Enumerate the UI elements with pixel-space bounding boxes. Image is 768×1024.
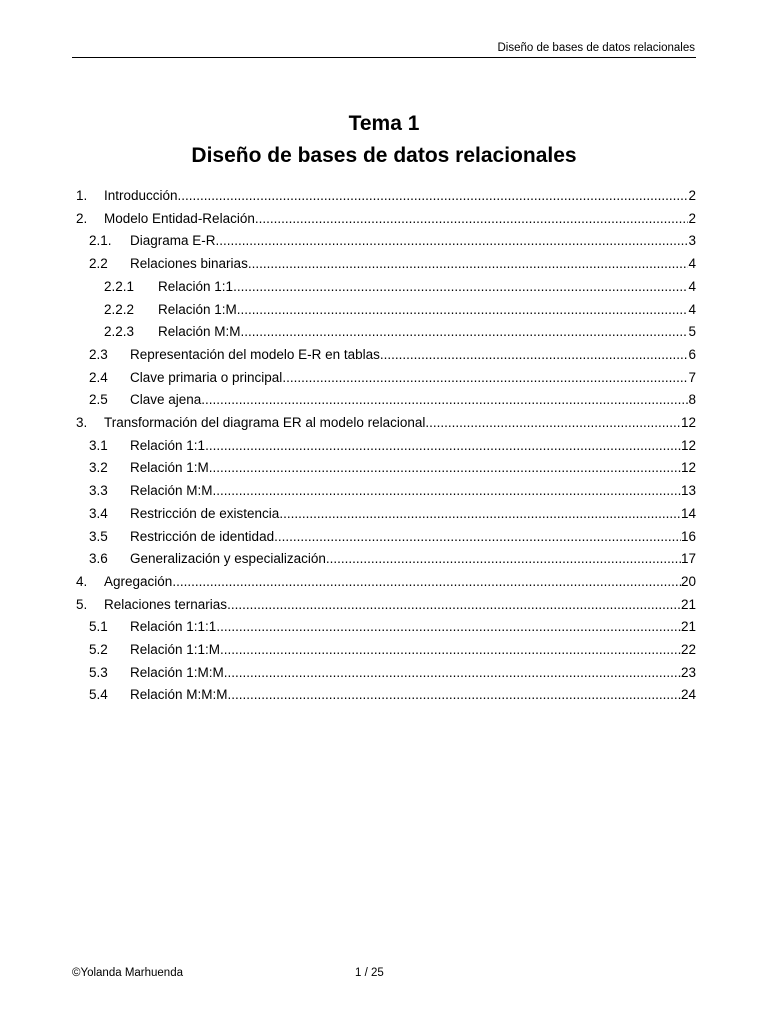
toc-entry-number: 2.4 xyxy=(89,369,108,385)
toc-entry-number: 2.2.2 xyxy=(104,301,135,317)
toc-dot-leader xyxy=(213,480,681,503)
toc-entry-title: Generalización y especialización xyxy=(130,551,326,567)
toc-entry-page: 5 xyxy=(688,324,696,340)
toc-entry[interactable] xyxy=(89,253,696,276)
toc-dot-leader xyxy=(274,526,681,549)
toc-dot-leader xyxy=(216,230,689,253)
toc-entry-title: Relación 1:1 xyxy=(158,278,234,294)
toc-entry-number: 3.4 xyxy=(89,505,108,521)
toc-entry-number: 5.2 xyxy=(89,642,108,657)
toc-entry[interactable] xyxy=(104,299,696,322)
toc-entry-page: 20 xyxy=(680,573,696,589)
toc-dot-leader xyxy=(178,185,689,208)
toc-entry[interactable] xyxy=(104,276,696,299)
toc-entry-title: Relación M:M xyxy=(158,324,241,340)
toc-dot-leader xyxy=(224,662,681,685)
toc-dot-leader xyxy=(172,571,681,594)
toc-dot-leader xyxy=(282,367,688,390)
toc-entry-page: 12 xyxy=(680,415,696,430)
toc-entry[interactable] xyxy=(89,616,696,639)
toc-entry-number: 2.3 xyxy=(89,346,108,362)
toc-entry-page: 13 xyxy=(680,483,696,499)
toc-entry-number: 3.3 xyxy=(89,483,108,499)
toc-entry[interactable] xyxy=(76,571,696,594)
toc-entry[interactable] xyxy=(104,321,696,344)
toc-entry[interactable] xyxy=(89,639,696,662)
toc-entry-title: Relaciones ternarias xyxy=(104,596,228,612)
toc-entry-number: 3.2 xyxy=(89,460,108,476)
toc-entry-page: 2 xyxy=(688,188,696,203)
toc-entry[interactable] xyxy=(89,526,696,549)
header-rule xyxy=(72,57,696,58)
toc-entry-page: 12 xyxy=(680,437,696,453)
toc-entry-title: Relación 1:M:M xyxy=(130,664,224,680)
toc-entry-page: 8 xyxy=(688,392,696,408)
toc-entry-number: 5.3 xyxy=(89,664,108,680)
toc-entry[interactable] xyxy=(89,503,696,526)
toc-entry-page: 2 xyxy=(688,210,696,226)
toc-entry-title: Relación M:M xyxy=(130,483,213,499)
toc-dot-leader xyxy=(233,276,688,299)
toc-entry[interactable] xyxy=(89,389,696,412)
toc-entry-page: 4 xyxy=(688,256,696,272)
toc-entry-title: Relación 1:M xyxy=(130,460,209,476)
toc-entry-page: 21 xyxy=(680,619,696,635)
toc-entry-page: 7 xyxy=(688,369,696,385)
toc-entry-title: Representación del modelo E-R en tablas xyxy=(130,346,380,362)
toc-entry-number: 2.2.1 xyxy=(104,278,135,294)
toc-entry-title: Restricción de identidad xyxy=(130,528,275,544)
toc-entry-number: 2.2.3 xyxy=(104,324,135,340)
toc-entry[interactable] xyxy=(89,480,696,503)
toc-entry-page: 14 xyxy=(680,505,696,521)
toc-dot-leader xyxy=(380,344,689,367)
toc-entry-title: Clave primaria o principal xyxy=(130,369,283,385)
toc-entry-number: 3.1 xyxy=(89,437,108,453)
toc-entry-page: 21 xyxy=(680,596,696,612)
toc-dot-leader xyxy=(201,389,688,412)
toc-entry[interactable] xyxy=(76,594,696,617)
toc-dot-leader xyxy=(205,435,681,458)
toc-dot-leader xyxy=(425,412,681,435)
toc-entry-number: 2. xyxy=(76,210,88,226)
toc-entry-number: 1. xyxy=(76,188,88,203)
toc-entry[interactable] xyxy=(89,457,696,480)
toc-entry-title: Relación M:M:M xyxy=(130,687,228,703)
running-header: Diseño de bases de datos relacionales xyxy=(497,42,695,54)
toc-entry-title: Transformación del diagrama ER al modelo relacional xyxy=(104,415,426,430)
footer-page-number: 1 / 25 xyxy=(355,967,384,979)
toc-entry[interactable] xyxy=(89,367,696,390)
toc-entry-page: 12 xyxy=(680,460,696,476)
toc-entry-title: Relación 1:1:M xyxy=(130,642,221,657)
toc-entry-number: 5.1 xyxy=(89,619,108,635)
toc-entry-page: 16 xyxy=(680,528,696,544)
toc-entry-title: Relación 1:1 xyxy=(130,437,206,453)
toc-entry-number: 2.2 xyxy=(89,256,108,272)
toc-entry-title: Restricción de existencia xyxy=(130,505,280,521)
toc-dot-leader xyxy=(237,299,689,322)
toc-entry-number: 2.5 xyxy=(89,392,108,408)
toc-entry[interactable] xyxy=(89,684,696,707)
toc-dot-leader xyxy=(216,616,681,639)
toc-entry-title: Introducción xyxy=(104,188,178,203)
toc-entry-number: 4. xyxy=(76,573,88,589)
footer-author: ©Yolanda Marhuenda xyxy=(72,967,183,979)
toc-entry-page: 24 xyxy=(680,687,696,703)
toc-entry-title: Relación 1:M xyxy=(158,301,237,317)
toc-entry-title: Diagrama E-R xyxy=(130,233,216,249)
toc-dot-leader xyxy=(326,548,681,571)
toc-entry-number: 3.6 xyxy=(89,551,108,567)
toc-entry[interactable] xyxy=(76,412,696,435)
toc-entry-page: 6 xyxy=(688,346,696,362)
toc-entry[interactable] xyxy=(89,548,696,571)
toc-entry-page: 22 xyxy=(680,642,696,657)
toc-entry-number: 5.4 xyxy=(89,687,108,703)
toc-dot-leader xyxy=(255,208,689,231)
toc-entry-title: Agregación xyxy=(104,573,173,589)
toc-dot-leader xyxy=(227,594,681,617)
toc-entry-page: 4 xyxy=(688,301,696,317)
toc-entry[interactable] xyxy=(76,208,696,231)
toc-dot-leader xyxy=(279,503,681,526)
toc-entry[interactable] xyxy=(89,344,696,367)
toc-entry-title: Relaciones binarias xyxy=(130,256,248,272)
toc-entry-title: Relación 1:1:1 xyxy=(130,619,217,635)
toc-entry[interactable] xyxy=(89,662,696,685)
toc-dot-leader xyxy=(241,321,689,344)
toc-entry-number: 3. xyxy=(76,415,88,430)
toc-entry[interactable] xyxy=(89,435,696,458)
toc-dot-leader xyxy=(209,457,681,480)
toc-entry-page: 23 xyxy=(680,664,696,680)
toc-entry-page: 4 xyxy=(688,278,696,294)
toc-entry-number: 2.1. xyxy=(89,233,112,249)
toc-entry[interactable] xyxy=(76,185,696,208)
document-title-line-2: Diseño de bases de datos relacionales xyxy=(191,144,577,167)
document-title-line-1: Tema 1 xyxy=(348,112,420,135)
toc-dot-leader xyxy=(228,684,681,707)
toc-entry-title: Clave ajena xyxy=(130,392,202,408)
toc-entry-title: Modelo Entidad-Relación xyxy=(104,210,255,226)
toc-entry-number: 5. xyxy=(76,596,88,612)
toc-dot-leader xyxy=(248,253,689,276)
toc-dot-leader xyxy=(220,639,681,662)
toc-entry-page: 3 xyxy=(688,233,696,249)
toc-entry-number: 3.5 xyxy=(89,528,108,544)
toc-entry[interactable] xyxy=(89,230,696,253)
toc-entry-page: 17 xyxy=(680,551,696,567)
